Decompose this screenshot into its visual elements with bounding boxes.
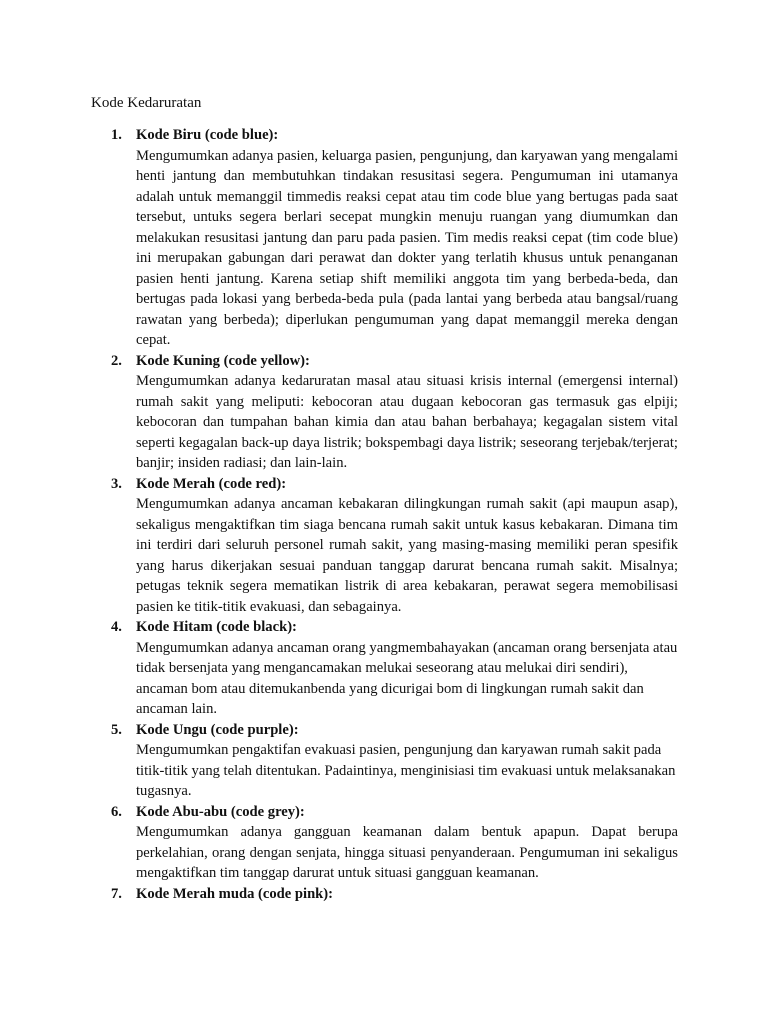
emergency-code-list bbox=[0, 125, 768, 904]
item-heading: Kode Biru (code blue): bbox=[136, 127, 279, 143]
list-item-code-black bbox=[0, 617, 768, 720]
item-heading: Kode Ungu (code purple): bbox=[136, 721, 299, 738]
item-heading: Kode Hitam (code black): bbox=[136, 619, 297, 635]
item-number: 1. bbox=[111, 127, 122, 143]
item-description: Mengumumkan adanya gangguan keamanan dalam bentuk apapun. Dapat berupa perkelahian, orang dengan senjata, hingga situasi penyanderaan. Pengumuman ini sekaligus mengaktifkan tim tanggap darurat untuk situasi gangguan keamanan. bbox=[136, 824, 678, 881]
item-description: Mengumumkan adanya kedaruratan masal atau situasi krisis internal (emergensi internal) rumah sakit yang meliputi: kebocoran atau dugaan kebocoran gas termasuk gas elpiji; kebocoran dan tumpahan bahan kimia dan atau bahan berbahaya; kegagalan sistem vital seperti kegagalan back-up daya listrik; bokspembagi daya listrik; seseorang terjebak/terjerat; banjir; insiden radiasi; dan lain-lain. bbox=[136, 373, 678, 471]
list-item-code-pink bbox=[0, 884, 768, 905]
item-heading: Kode Merah muda (code pink): bbox=[136, 885, 334, 902]
item-number: 5. bbox=[111, 721, 122, 738]
item-description: Mengumumkan adanya ancaman orang yangmembahayakan (ancaman orang bersenjata atau tidak bersenjata yang mengancamakan melukai seseorang atau melukai diri sendiri), ancaman bom atau ditemukanbenda yang dicurigai bom di lingkungan rumah sakit dan ancaman lain. bbox=[136, 639, 678, 717]
list-item-code-grey bbox=[0, 802, 768, 884]
list-item-code-yellow bbox=[0, 351, 768, 474]
item-number: 7. bbox=[111, 885, 122, 902]
item-description: Mengumumkan pengaktifan evakuasi pasien, pengunjung dan karyawan rumah sakit pada titik-titik yang telah ditentukan. Padaintinya, menginisiasi tim evakuasi untuk melaksanakan tugasnya. bbox=[136, 742, 676, 799]
item-heading: Kode Kuning (code yellow): bbox=[136, 352, 310, 369]
item-number: 2. bbox=[111, 352, 122, 369]
list-item-code-blue bbox=[0, 125, 768, 351]
list-item-code-red bbox=[0, 474, 768, 618]
item-number: 6. bbox=[111, 803, 122, 820]
item-description: Mengumumkan adanya pasien, keluarga pasien, pengunjung, dan karyawan yang mengalami henti jantung dan membutuhkan tindakan resusitasi segera. Pengumuman ini utamanya adalah untuk memanggil timmedis reaksi cepat atau tim code blue yang bertugas pada saat tersebut, untuks segera berlari secepat mungkin menuju ruangan yang diumumkan dan melakukan resusitasi jantung dan paru pada pasien. Tim medis reaksi cepat (tim code blue) ini merupakan gabungan dari perawat dan dokter yang terlatih khusus untuk penanganan pasien henti jantung. Karena setiap shift memiliki anggota tim yang berbeda-beda, dan bertugas pada lokasi yang berbeda-beda pula (pada lantai yang berbeda atau bangsal/ruang rawatan yang berbeda); diperlukan pengumuman yang dapat memanggil mereka dengan cepat. bbox=[136, 147, 678, 348]
item-heading: Kode Abu-abu (code grey): bbox=[136, 803, 305, 820]
document-title: Kode Kedaruratan bbox=[91, 95, 202, 111]
item-description: Mengumumkan adanya ancaman kebakaran dilingkungan rumah sakit (api maupun asap), sekaligus mengaktifkan tim siaga bencana rumah sakit untuk kasus kebakaran. Dimana tim ini terdiri dari seluruh personel rumah sakit, yang masing-masing memiliki peran spesifik yang harus dikerjakan sesuai panduan tanggap darurat bencana rumah sakit. Misalnya; petugas teknik segera mematikan listrik di area kebakaran, perawat segera memobilisasi pasien ke titik-titik evakuasi, dan sebagainya. bbox=[136, 496, 678, 615]
list-item-code-purple bbox=[0, 720, 768, 802]
item-heading: Kode Merah (code red): bbox=[136, 475, 287, 492]
item-number: 3. bbox=[111, 475, 122, 492]
item-number: 4. bbox=[111, 619, 122, 635]
